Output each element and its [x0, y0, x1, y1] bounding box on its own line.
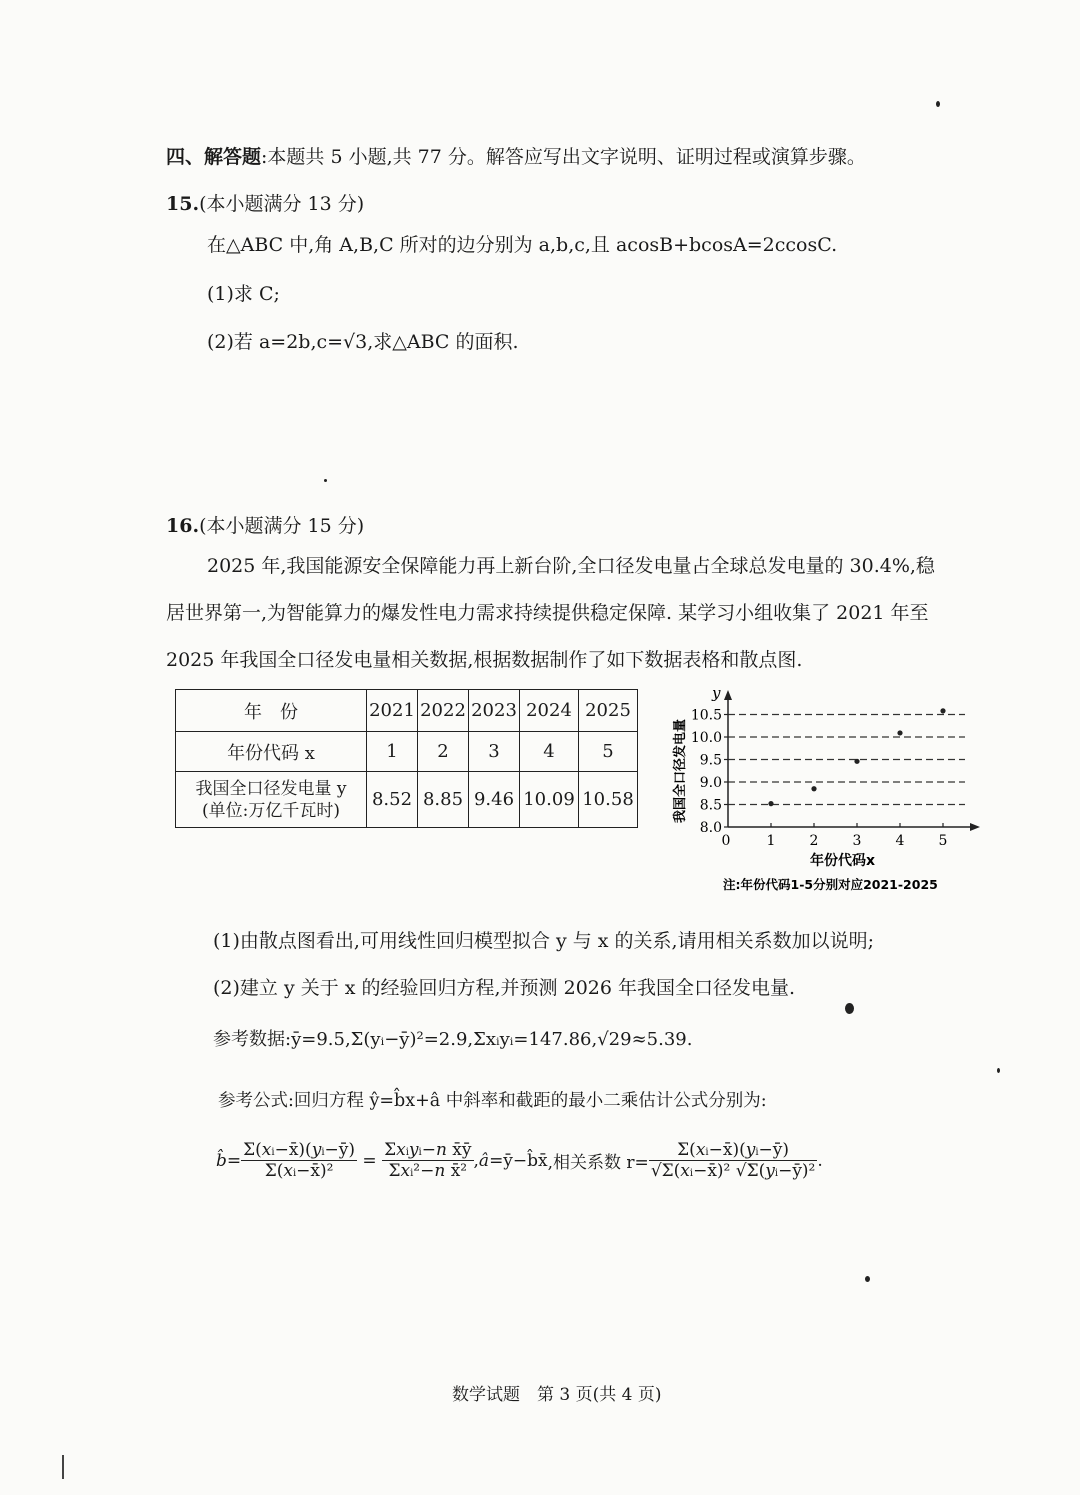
scan-edge-line [62, 1455, 64, 1479]
x-tick-label: 4 [895, 833, 905, 849]
chart-note: 注:年份代码1-5分别对应2021-2025 [723, 877, 938, 892]
table-cell-year: 2023 [469, 690, 520, 732]
section-heading-text: :本题共 5 小题,共 77 分。解答应写出文字说明、证明过程或演算步骤。 [261, 146, 866, 168]
q16-para-line3: 2025 年我国全口径发电量相关数据,根据数据制作了如下数据表格和散点图. [166, 649, 803, 671]
table-cell-year: 2022 [418, 690, 469, 732]
scan-speck [997, 1068, 1000, 1073]
q15-points: (本小题满分 13 分) [199, 193, 365, 215]
regression-formulas [216, 1140, 823, 1181]
scatter-point [897, 730, 902, 735]
section-heading-bold: 四、解答题 [166, 146, 262, 168]
formula-b-frac1-den: Σ(xi−x̄)² [264, 1161, 334, 1181]
table-cell-value: 8.52 [367, 772, 418, 828]
q16-points: (本小题满分 15 分) [199, 515, 365, 537]
scatter-point [940, 708, 945, 713]
table-header-value [176, 772, 367, 828]
q16-header [166, 511, 364, 538]
x-tick-label: 3 [852, 833, 862, 849]
formula-equals: = [357, 1150, 383, 1171]
q15-part1: (1)求 C; [207, 283, 280, 305]
y-axis-letter: y [712, 684, 721, 702]
page-footer: 数学试题 第 3 页(共 4 页) [452, 1385, 662, 1405]
table-row-values [176, 772, 638, 828]
x-axis-label: 年份代码x [810, 853, 876, 869]
q16-part2: (2)建立 y 关于 x 的经验回归方程,并预测 2026 年我国全口径发电量. [213, 977, 796, 999]
scan-speck [936, 101, 940, 107]
scatter-point [811, 786, 816, 791]
data-table [175, 689, 638, 828]
formula-b-frac2-num: Σxiyi−n x̄ȳ [384, 1140, 472, 1160]
y-axis-arrow [724, 690, 732, 700]
scan-speck [845, 1003, 854, 1014]
q16-para-line1: 2025 年,我国能源安全保障能力再上新台阶,全口径发电量占全球总发电量的 30.4%,稳 [207, 555, 935, 577]
y-tick-label: 9.5 [699, 752, 722, 769]
formula-r-frac [649, 1140, 818, 1181]
table-cell-value: 10.58 [579, 772, 638, 828]
x-axis-arrow [970, 823, 980, 831]
table-cell-value: 10.09 [520, 772, 579, 828]
formula-b-frac2-den: Σxi²−n x̄² [388, 1161, 468, 1181]
q15-stem: 在△ABC 中,角 A,B,C 所对的边分别为 a,b,c,且 acosB+bcosA=2ccosC. [207, 234, 838, 256]
x-tick-label: 0 [721, 833, 731, 849]
table-cell-year: 2025 [579, 690, 638, 732]
table-cell-code: 5 [579, 732, 638, 772]
y-axis-label: 我国全口径发电量 [673, 718, 688, 823]
q15-header [166, 189, 364, 216]
y-tick-labels [691, 708, 728, 837]
formula-b-frac2 [382, 1140, 473, 1181]
table-cell-value: 9.46 [469, 772, 520, 828]
table-row-codes [176, 732, 638, 772]
y-tick-label: 8.0 [699, 820, 722, 836]
table-row-years [176, 690, 638, 732]
table-cell-code: 1 [367, 732, 418, 772]
table-cell-year: 2021 [367, 690, 418, 732]
x-tick-label: 5 [938, 833, 948, 849]
x-tick-label: 1 [766, 833, 776, 849]
table-cell-code: 2 [418, 732, 469, 772]
scatter-chart [660, 680, 990, 905]
table-cell-year: 2024 [520, 690, 579, 732]
q16-part1: (1)由散点图看出,可用线性回归模型拟合 y 与 x 的关系,请用相关系数加以说明; [213, 930, 875, 952]
table-header-code: 年份代码 x [176, 732, 367, 772]
y-tick-label: 10.0 [690, 730, 722, 746]
scatter-point [768, 801, 773, 806]
q16-para-line2: 居世界第一,为智能算力的爆发性电力需求持续提供稳定保障. 某学习小组收集了 2021 年至 [166, 602, 929, 624]
formula-r-den: √Σ(xi−x̄)² √Σ(yi−ȳ)² [650, 1161, 816, 1181]
formula-r-label: ,相关系数 r= [547, 1153, 649, 1173]
table-cell-code: 3 [469, 732, 520, 772]
q16-number: 16. [166, 515, 200, 537]
formula-b-hat: b̂= [216, 1150, 242, 1171]
q15-number: 15. [166, 193, 200, 215]
q16-ref-data: 参考数据:ȳ=9.5,Σ(yᵢ−ȳ)²=2.9,Σxᵢyᵢ=147.86,√29≈5.39. [213, 1029, 693, 1050]
scatter-point [854, 759, 859, 764]
formula-b-frac1-num: Σ(xi−x̄)(yi−ȳ) [243, 1140, 355, 1160]
table-cell-value: 8.85 [418, 772, 469, 828]
y-tick-label: 8.5 [699, 797, 722, 814]
y-tick-label: 9.0 [699, 775, 722, 791]
q16-ref-formula-intro: 参考公式:回归方程 ŷ=b̂x+â 中斜率和截距的最小二乘估计公式分别为: [218, 1091, 767, 1111]
table-header-year: 年 份 [176, 690, 367, 732]
scan-speck [865, 1276, 870, 1282]
table-cell-code: 4 [520, 732, 579, 772]
formula-a-hat: ,â=ȳ−b̂x̄ [473, 1150, 548, 1171]
table-header-value-line2: (单位:万亿千瓦时) [202, 800, 340, 821]
scan-speck [324, 479, 327, 482]
chart-gridlines [728, 715, 965, 805]
scatter-points [768, 708, 945, 806]
section-heading [166, 142, 866, 169]
x-tick-label: 2 [809, 833, 819, 849]
formula-period: . [817, 1150, 823, 1171]
q15-part2: (2)若 a=2b,c=√3,求△ABC 的面积. [207, 331, 519, 353]
table-header-value-line1: 我国全口径发电量 y [195, 778, 347, 799]
y-tick-label: 10.5 [690, 707, 722, 724]
formula-r-num: Σ(xi−x̄)(yi−ȳ) [649, 1140, 818, 1161]
formula-b-frac1 [241, 1140, 357, 1181]
